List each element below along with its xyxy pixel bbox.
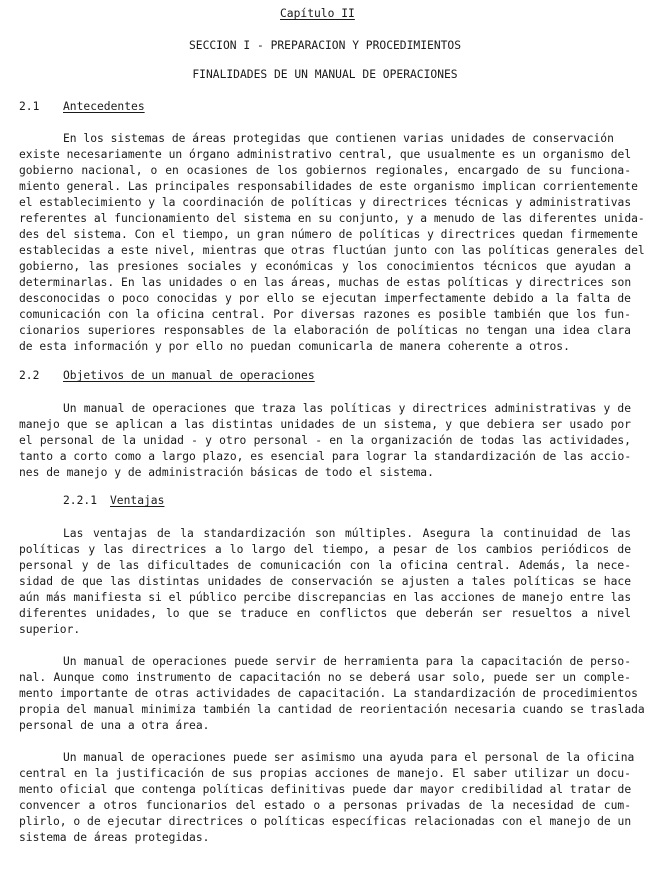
text-line: convencer a otros funcionarios del estado o a personas privadas de la necesidad de cum- bbox=[19, 799, 631, 812]
text-line: nes de manejo y de administración básicas de todo el sistema. bbox=[19, 466, 434, 479]
text-line: nal. Aunque como instrumento de capacitación no se deberá usar solo, puede ser un comple- bbox=[19, 671, 631, 684]
text-line: de esta información y por ello no puedan comunicarla de manera coherente a otros. bbox=[19, 340, 570, 353]
text-line: Las ventajas de la standardización son múltiples. Asegura la continuidad de las bbox=[63, 527, 631, 540]
text-line: Un manual de operaciones puede servir de herramienta para la capacitación de perso- bbox=[63, 655, 631, 668]
text-line: cionarios superiores responsables de la elaboración de políticas no tengan una idea clara bbox=[19, 324, 631, 337]
text-line: miento general. Las principales responsabilidades de este organismo implican corrientemente bbox=[19, 180, 638, 193]
section-number: 2.2 bbox=[19, 369, 40, 382]
chapter-title: Capítulo II bbox=[280, 7, 355, 20]
text-line: tanto a corto como a largo plazo, es esencial para lograr la standardización de las accio- bbox=[19, 450, 632, 463]
text-line: diferentes unidades, lo que se traduce en conflictos que deberán ser resueltos a nivel bbox=[19, 607, 631, 620]
text-line: Un manual de operaciones que traza las políticas y directrices administrativas y de bbox=[63, 402, 631, 415]
text-line: políticas y las directrices a lo largo del tiempo, a pesar de los cambios periódicos de bbox=[19, 543, 631, 556]
text-line: gobierno nacional, o en ocasiones de los gobiernos regionales, encargado de su funciona- bbox=[19, 164, 631, 177]
section-title: SECCION I - PREPARACION Y PROCEDIMIENTOS bbox=[188, 39, 462, 52]
text-line: propia del manual minimiza también la cantidad de reorientación necesaria cuando se traslada bbox=[19, 703, 645, 716]
text-line: sidad de que las distintas unidades de conservación se ajusten a tales políticas se hace bbox=[19, 575, 631, 588]
text-line: central en la justificación de sus propias acciones de manejo. El saber utilizar un docu- bbox=[19, 767, 631, 780]
text-line: manejo que se aplican a las distintas unidades de un sistema, y que debiera ser usado por bbox=[19, 418, 631, 431]
text-line: referentes al funcionamiento del sistema en su conjunto, y a menudo de las diferentes unida- bbox=[19, 212, 645, 225]
text-line: mento importante de otras actividades de capacitación. La standardización de procedimientos bbox=[19, 687, 638, 700]
text-line: desconocidas o poco conocidas y por ello se ejecutan imperfectamente debido a la falta de bbox=[19, 292, 631, 305]
text-line: personal y de las dificultades de comunicación con la oficina central. Además, la nece- bbox=[19, 559, 631, 572]
text-line: aún más manifiesta si el público percibe discrepancias en las acciones de manejo entre las bbox=[19, 591, 632, 604]
section-heading: Antecedentes bbox=[63, 100, 145, 113]
section-number: 2.1 bbox=[19, 100, 40, 113]
text-line: comunicación con la oficina central. Por diversas razones es posible también que los fun- bbox=[19, 308, 631, 321]
text-line: personal de una a otra área. bbox=[19, 719, 210, 732]
text-line: el personal de la unidad - y otro personal - en la organización de todas las actividades, bbox=[19, 434, 631, 447]
text-line: des del sistema. Con el tiempo, un gran número de políticas y directrices quedan firmemente bbox=[19, 228, 638, 241]
text-line: sistema de áreas protegidas. bbox=[19, 831, 210, 844]
text-line: En los sistemas de áreas protegidas que contienen varias unidades de conservación bbox=[63, 132, 614, 145]
subsection-heading: Ventajas bbox=[110, 494, 165, 507]
text-line: Un manual de operaciones puede ser asimismo una ayuda para el personal de la oficina bbox=[63, 751, 635, 764]
text-line: establecidas a este nivel, mientras que otras fluctúan junto con las políticas generales del bbox=[19, 244, 645, 257]
text-line: determinarlas. En las unidades o en las áreas, muchas de estas políticas y directrices son bbox=[19, 276, 632, 289]
text-line: plirlo, o de ejecutar directrices o políticas específicas relacionadas con el manejo de un bbox=[19, 815, 632, 828]
text-line: el establecimiento y la coordinación de políticas y directrices técnicas y administrativas bbox=[19, 196, 632, 209]
subsection-number: 2.2.1 bbox=[63, 494, 98, 507]
text-line: mento oficial que contenga políticas definitivas puede dar mayor credibilidad al tratar de bbox=[19, 783, 632, 796]
section-heading: Objetivos de un manual de operaciones bbox=[63, 369, 315, 382]
text-line: gobierno, las presiones sociales y económicas y los conocimientos técnicos que ayudan a bbox=[19, 260, 631, 273]
document-title: FINALIDADES DE UN MANUAL DE OPERACIONES bbox=[192, 68, 458, 81]
text-line: existe necesariamente un órgano administrativo central, que usualmente es un organismo del bbox=[19, 148, 632, 161]
text-line: superior. bbox=[19, 623, 81, 636]
